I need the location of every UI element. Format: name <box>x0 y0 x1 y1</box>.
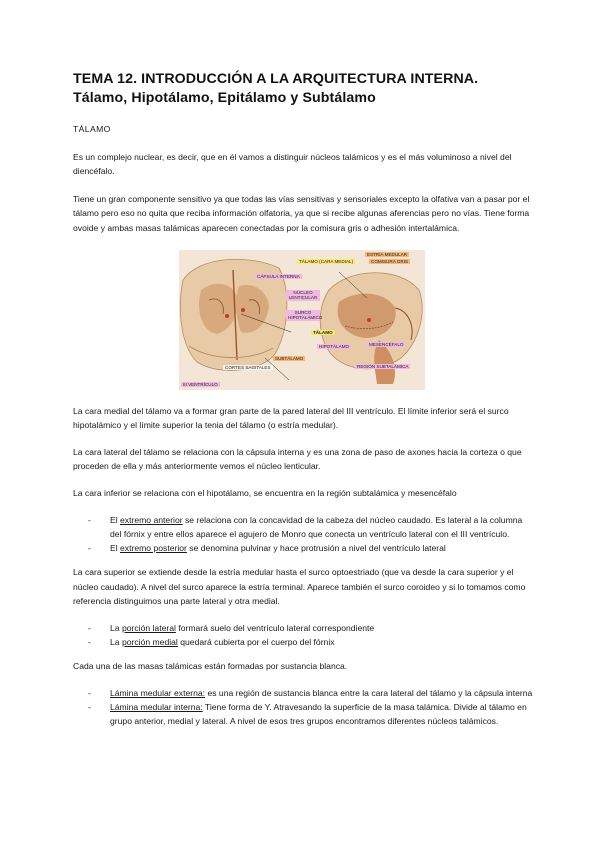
thalamus-figure <box>179 250 425 390</box>
label-nucleo-lenticular: NÚCLEO LENTICULAR <box>286 290 320 301</box>
paragraph-cara-medial: La cara medial del tálamo va a formar gran parte de la pared lateral del III ventrículo. El límite inferior será el surco hipotalámico y el límite superior la tenia del tálamo (o estría medular). <box>73 405 509 431</box>
label-capsula-interna: CÁPSULA INTERNA <box>257 273 300 279</box>
label-cortes-sagitales: CORTES SAGITALES <box>225 364 271 370</box>
paragraph-sensitivo: Tiene un gran componente sensitivo ya que todas las vías sensitivas y sensoriales excepto la olfativa van a pasar por el tálamo pero eso no quita que reciba información olfatoria, ya que si recibe algunas aferencias pero no vías. Tiene forma ovoide y ambas masas talámicas aparecen conectadas por la comisura gris o adhesión intertalámica. <box>73 193 530 233</box>
label-mesencefalo: MESENCÉFALO <box>369 341 404 347</box>
label-hipotalamo: HIPOTÁLAMO <box>319 343 350 349</box>
label-surco-hipotalamico: SURCO HIPOTALÁMICO <box>288 309 323 321</box>
title-line-2: Tálamo, Hipotálamo, Epitálamo y Subtálamo <box>73 90 376 106</box>
paragraph-intro: Es un complejo nuclear, es decir, que en él vamos a distinguir núcleos talámicos y es el más voluminoso a nivel del diencéfalo. <box>73 151 512 177</box>
paragraph-cara-superior: La cara superior se extiende desde la estría medular hasta el surco optoestriado (que va desde la cara superior y el núcleo caudado). A nivel del surco aparece la estría terminal. Aparece también el surco coroideo y si lo tomamos como referencia distinguimos una parte lateral y otra medial. <box>73 567 526 607</box>
list-laminas <box>73 686 533 729</box>
label-subtalamo: SUBTÁLAMO <box>275 355 304 361</box>
title-line-1: TEMA 12. INTRODUCCIÓN A LA ARQUITECTURA INTERNA. <box>73 71 479 87</box>
label-talamo-cara-medial: TÁLAMO (CARA MEDIAL) <box>299 258 354 264</box>
label-talamo: TÁLAMO <box>313 329 333 335</box>
label-comisura-gris: COMISURA GRIS <box>371 258 409 264</box>
list-item: - El extremo posterior se denomina pulvinar y hace protrusión a nivel del ventrículo lateral <box>73 541 533 555</box>
paragraph-cara-lateral: La cara lateral del tálamo se relaciona con la cápsula interna y es una zona de paso de axones hacia la corteza o que proceden de ella y más anteriormente vemos el núcleo lenticular. <box>73 446 522 472</box>
document-page <box>73 70 533 729</box>
label-estria-medular: ESTRÍA MEDULAR <box>367 251 408 257</box>
list-item: - La porción medial quedará cubierta por el cuerpo del fórnix <box>73 635 533 649</box>
list-item: - Lámina medular externa: es una región de sustancia blanca entre la cara lateral del tálamo y la cápsula interna <box>73 686 533 700</box>
list-item: - Lámina medular interna: Tiene forma de Y. Atravesando la superficie de la masa talámica. Divide al tálamo en grupo anterior, medial y lateral. A nivel de esos tres grupos encontramos diferentes núcleos talámicos. <box>73 700 533 728</box>
paragraph-sustancia-blanca: Cada una de las masas talámicas están formadas por sustancia blanca. <box>73 661 348 672</box>
section-heading: TÁLAMO <box>73 124 111 134</box>
list-item: - El extremo anterior se relaciona con la concavidad de la cabeza del núcleo caudado. Es lateral a la columna del fórnix y entre ellos aparece el agujero de Monro que conecta un ventrículo lateral con el III ventrículo. <box>73 513 533 541</box>
label-region-subtalamica: REGIÓN SUBTALÁMICA <box>357 363 409 369</box>
paragraph-cara-inferior: La cara inferior se relaciona con el hipotálamo, se encuentra en la región subtalámica y mesencéfalo <box>73 487 457 498</box>
list-extremos <box>73 513 533 556</box>
page-title <box>73 70 533 108</box>
label-iii-ventriculo: III VENTRÍCULO <box>183 381 218 387</box>
list-porciones <box>73 621 533 649</box>
list-item: - La porción lateral formará suelo del ventrículo lateral correspondiente <box>73 621 533 635</box>
